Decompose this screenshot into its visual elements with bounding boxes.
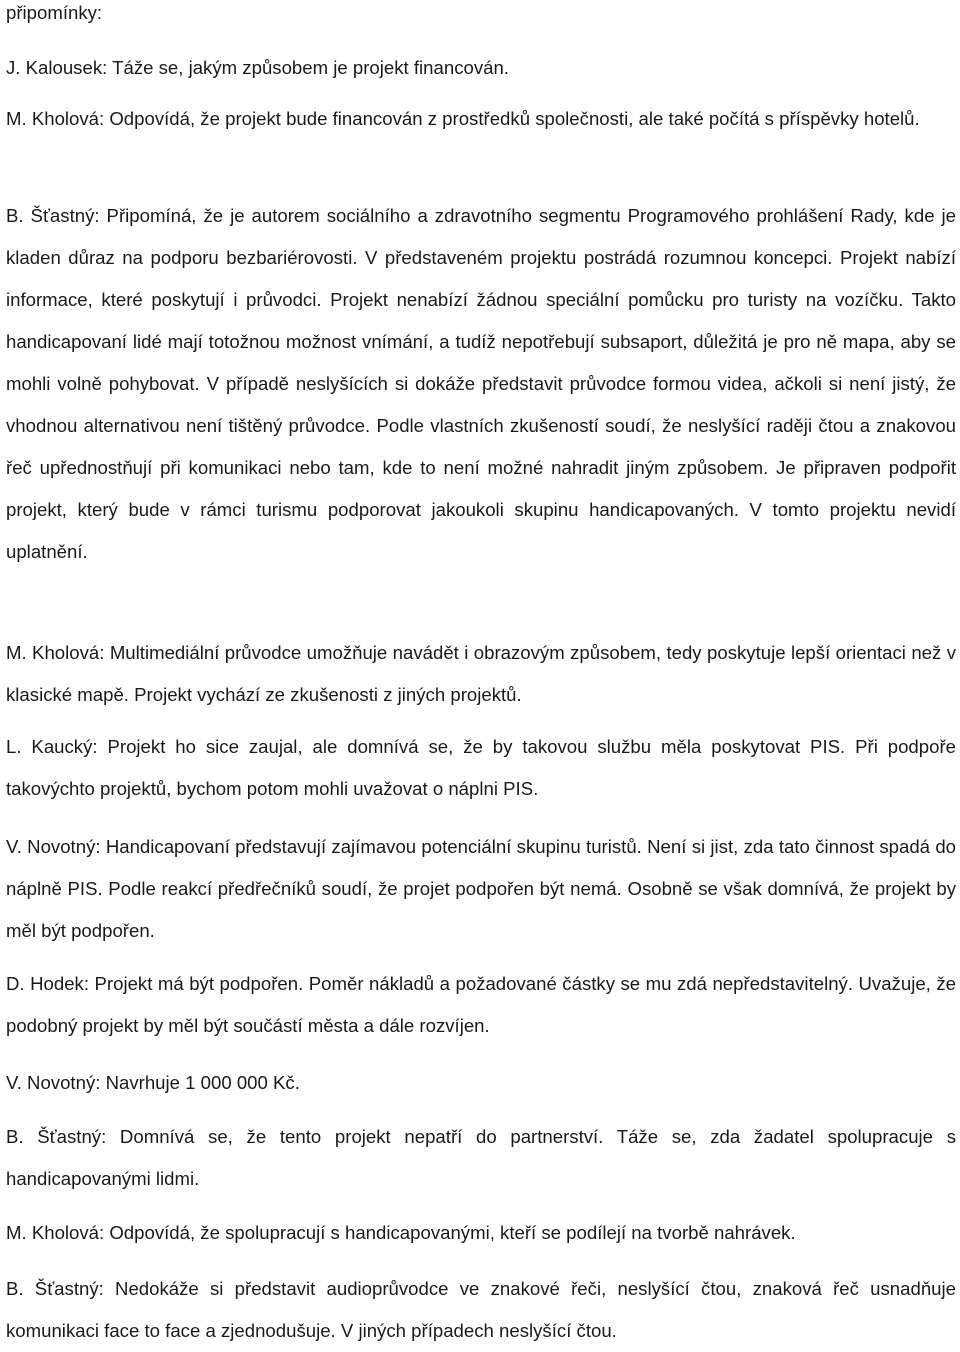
paragraph-novotny-proposal: V. Novotný: Navrhuje 1 000 000 Kč.: [6, 1072, 300, 1093]
paragraph-kaucky-comment: L. Kaucký: Projekt ho sice zaujal, ale domnívá se, že by takovou službu měla poskytovat PIS. Při podpoře takovýchto projektů, bychom potom mohli uvažovat o náplni PIS.: [6, 736, 956, 799]
paragraph-stastny-sign-language: B. Šťastný: Nedokáže si představit audioprůvodce ve znakové řeči, neslyšící čtou, znaková řeč usnadňuje komunikaci face to face a zjednodušuje. V jiných případech neslyšící čtou.: [6, 1278, 956, 1341]
paragraph-novotny-comment: V. Novotný: Handicapovaní představují zajímavou potenciální skupinu turistů. Není si jist, zda tato činnost spadá do náplně PIS. Podle reakcí předřečníků soudí, že projet podpořen být nemá. Osobně se však domnívá, že projekt by měl být podpořen.: [6, 836, 956, 941]
paragraph-stastny-comment: B. Šťastný: Připomíná, že je autorem sociálního a zdravotního segmentu Programového prohlášení Rady, kde je kladen důraz na podporu bezbariérovosti. V představeném projektu postrádá rozumnou koncepci. Projekt nabízí informace, které poskytují i průvodci. Projekt nenabízí žádnou speciální pomůcku pro turisty na vozíčku. Takto handicapovaní lidé mají totožnou možnost vnímání, a tudíž nepotřebují subsaport, důležitá je pro ně mapa, aby se mohli volně pohybovat. V případě neslyšících si dokáže představit průvodce formou videa, ačkoli si není jistý, že vhodnou alternativou není tištěný průvodce. Podle vlastních zkušeností soudí, že neslyšící raději čtou a znakovou řeč upřednostňují při komunikaci nebo tam, kde to není možné nahradit jiným způsobem. Je připraven podpořit projekt, který bude v rámci turismu podporovat jakoukoli skupinu handicapovaných. V tomto projektu nevidí uplatnění.: [6, 205, 956, 562]
paragraph-kholova-financing: M. Kholová: Odpovídá, že projekt bude financován z prostředků společnosti, ale také počítá s příspěvky hotelů.: [6, 108, 920, 129]
section-heading: připomínky:: [6, 2, 103, 23]
paragraph-kholova-cooperation: M. Kholová: Odpovídá, že spolupracují s handicapovanými, kteří se podílejí na tvorbě nahrávek.: [6, 1222, 796, 1243]
paragraph-kalousek-question: J. Kalousek: Táže se, jakým způsobem je projekt financován.: [6, 57, 509, 78]
paragraph-kholova-multimedia: M. Kholová: Multimediální průvodce umožňuje navádět i obrazovým způsobem, tedy poskytuje lepší orientaci než v klasické mapě. Projekt vychází ze zkušenosti z jiných projektů.: [6, 642, 956, 705]
paragraph-hodek-comment: D. Hodek: Projekt má být podpořen. Poměr nákladů a požadované částky se mu zdá nepředstavitelný. Uvažuje, že podobný projekt by měl být součástí města a dále rozvíjen.: [6, 973, 956, 1036]
paragraph-stastny-partnership: B. Šťastný: Domnívá se, že tento projekt nepatří do partnerství. Táže se, zda žadatel spolupracuje s handicapovanými lidmi.: [6, 1126, 956, 1189]
